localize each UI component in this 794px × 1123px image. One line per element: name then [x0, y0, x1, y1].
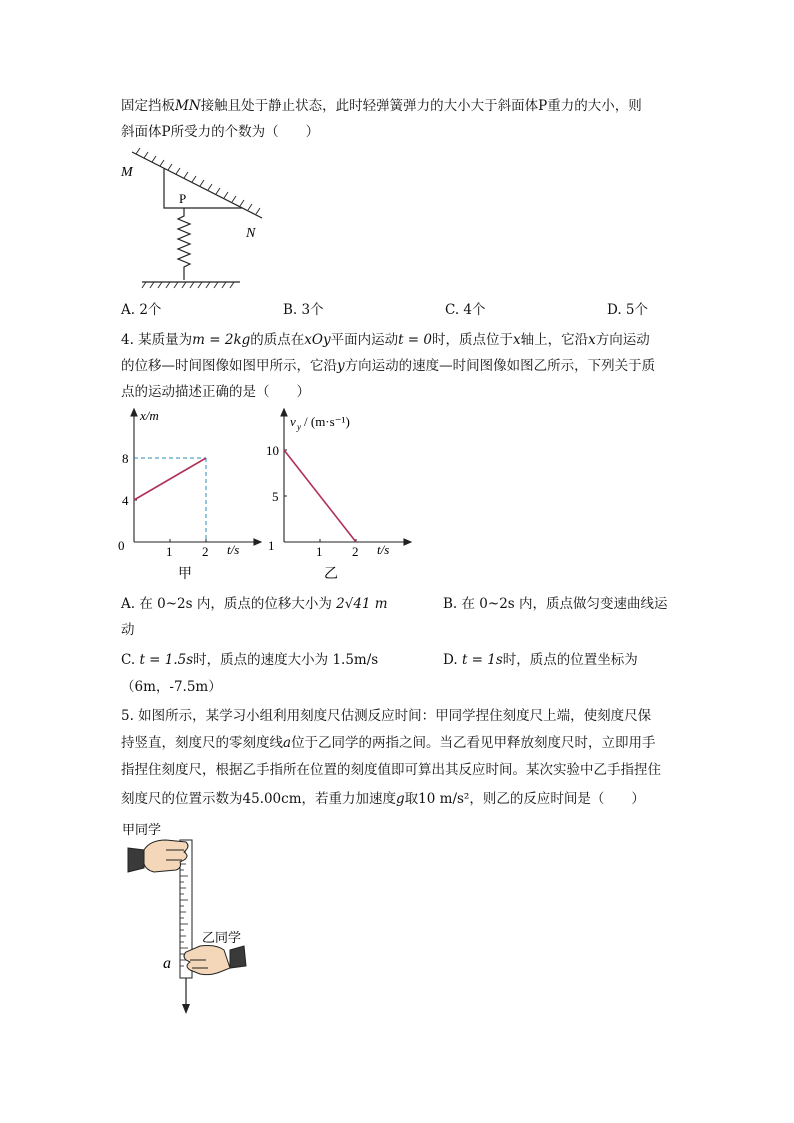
q5-ruler-figure: [120, 818, 260, 1016]
q3-option-a[interactable]: [121, 300, 161, 320]
option-text: （6m，-7.5m）: [121, 679, 222, 695]
hand-bottom: [184, 946, 246, 975]
origin-label: 0: [118, 538, 125, 553]
label-jia-tongxue: 甲同学: [122, 823, 162, 838]
series-line: [134, 458, 206, 500]
q4-math: t = 0: [398, 332, 433, 348]
q5-text: 取: [404, 791, 419, 807]
option-text: B. 在 0~2s 内，质点做匀变速曲线运: [443, 596, 668, 612]
option-text: D. 5个: [607, 302, 649, 318]
yi-y-label-sub: y: [297, 422, 301, 432]
option-text: A. 在 0~2s 内，质点的位移大小为: [121, 596, 332, 612]
option-text: 时，质点的位置坐标为: [502, 652, 638, 668]
yi-y-label-unit: / (m·s⁻¹): [304, 414, 350, 429]
option-text: D.: [443, 652, 458, 668]
q3-text: 接触且处于静止状态，此时轻弹簧弹力的大小大于斜面体P重力的大小，则: [200, 98, 642, 114]
label-m: M: [121, 165, 133, 180]
q4-text: 点的运动描述正确的是（ ）: [121, 384, 310, 400]
q4-option-b[interactable]: [443, 594, 668, 614]
jia-caption: 甲: [178, 566, 192, 582]
label-n: N: [246, 226, 256, 241]
q3-var-mn: MN: [175, 98, 201, 114]
q4-line-1: [121, 330, 650, 350]
y-tick-label: 4: [122, 493, 129, 508]
yi-caption: 乙: [324, 566, 338, 582]
ground-hatching: [142, 282, 234, 288]
x-axis-arrow: [404, 539, 411, 545]
label-p: P: [179, 191, 187, 206]
q5-line-2: [121, 733, 656, 753]
q4-text: 方向运动的速度—时间图像如图乙所示，下列关于质: [344, 358, 656, 374]
x-tick-label: 1: [166, 544, 173, 559]
q3-text: 斜面体P所受力的个数为（ ）: [121, 124, 320, 140]
fall-arrow-head: [182, 1004, 190, 1014]
q4-math: xOy: [304, 332, 331, 348]
q3-option-d[interactable]: [607, 300, 648, 320]
q3-option-c[interactable]: [445, 300, 486, 320]
spring: [178, 208, 190, 280]
q3-incline-figure: [118, 146, 278, 296]
q4-option-d[interactable]: [443, 650, 638, 670]
y-axis-arrow: [281, 409, 287, 416]
x-tick-label: 2: [352, 544, 359, 559]
q5-math: g: [396, 791, 405, 807]
q5-math: a: [283, 735, 292, 751]
y-tick-label: 5: [272, 489, 279, 504]
label-yi-tongxue: 乙同学: [202, 931, 242, 946]
y-tick-label: 8: [122, 451, 129, 466]
q5-text: ，则乙的反应时间是（ ）: [469, 791, 645, 807]
q4-option-a[interactable]: [121, 594, 388, 614]
chart-jia: [112, 408, 262, 588]
q4-text: 的位移—时间图像如图甲所示，它沿: [121, 358, 337, 374]
q5-math: 10 m/s²: [418, 791, 470, 807]
q5-text: 刻度尺的位置示数为: [121, 791, 243, 807]
q4-text: 4. 某质量为: [121, 332, 193, 348]
series-line: [284, 450, 356, 542]
q4-text: 方向运动: [595, 332, 650, 348]
option-text: C. 4个: [445, 302, 486, 318]
jia-y-label: x/m: [140, 408, 159, 423]
q5-text: 位于乙同学的两指之间。当乙看见甲释放刻度尺时，立即用手: [291, 735, 656, 751]
x-tick-label: 2: [202, 544, 209, 559]
q4-line-3: [121, 382, 310, 402]
q4-option-d-cont: [121, 677, 222, 697]
q3-line-2: [121, 122, 319, 142]
q4-math: m = 2kg: [192, 332, 251, 348]
chart-yi: [262, 408, 412, 588]
q3-line-1: [121, 96, 642, 116]
sleeve-top: [128, 848, 144, 872]
x-axis-arrow: [254, 539, 261, 545]
q5-line-4: [121, 789, 645, 809]
option-text: 时，质点的速度大小为 1.5m/s: [193, 652, 379, 668]
option-text: B. 3个: [283, 302, 324, 318]
q4-text: 平面内运动: [330, 332, 399, 348]
q5-text: 指捏住刻度尺，根据乙手指所在位置的刻度值即可算出其反应时间。某次实验中乙手指捏住: [121, 762, 661, 778]
q4-text: 时，质点位于: [432, 332, 514, 348]
q4-option-c[interactable]: [121, 650, 378, 670]
option-math: t = 1s: [461, 652, 503, 668]
q5-text: ，若重力加速度: [301, 791, 397, 807]
q4-math: x: [588, 332, 596, 348]
sleeve-bottom: [230, 946, 246, 968]
option-text: 动: [121, 622, 135, 638]
yi-y-label-v: v: [290, 414, 296, 429]
x-tick-label: 1: [316, 544, 323, 559]
q4-math: x: [513, 332, 521, 348]
y-axis-arrow: [131, 409, 137, 416]
q4-math: y: [337, 358, 345, 374]
q4-text: 轴上，它沿: [520, 332, 589, 348]
q5-text: 5. 如图所示，某学习小组利用刻度尺估测反应时间：甲同学捏住刻度尺上端，使刻度尺保: [121, 708, 652, 724]
q5-line-1: [121, 706, 651, 726]
q5-text: 持竖直，刻度尺的零刻度线: [121, 735, 283, 751]
q4-line-2: [121, 356, 655, 376]
q4-text: 的质点在: [250, 332, 305, 348]
q5-math: 45.00cm: [242, 791, 302, 807]
q3-option-b[interactable]: [283, 300, 324, 320]
y-tick-label: 10: [266, 443, 279, 458]
q3-text: 固定挡板: [121, 98, 175, 114]
q5-line-3: [121, 760, 661, 780]
board-hatching: [136, 148, 260, 214]
option-math: 2√41 m: [336, 596, 388, 612]
label-a: a: [163, 955, 171, 972]
yi-x-label: t/s: [377, 542, 390, 557]
hand-top: [128, 840, 188, 872]
option-math: t = 1.5s: [139, 652, 194, 668]
q4-option-b-cont: [121, 620, 135, 640]
option-text: A. 2个: [121, 302, 162, 318]
origin-label: 1: [268, 538, 275, 553]
option-text: C.: [121, 652, 136, 668]
jia-x-label: t/s: [227, 542, 240, 557]
